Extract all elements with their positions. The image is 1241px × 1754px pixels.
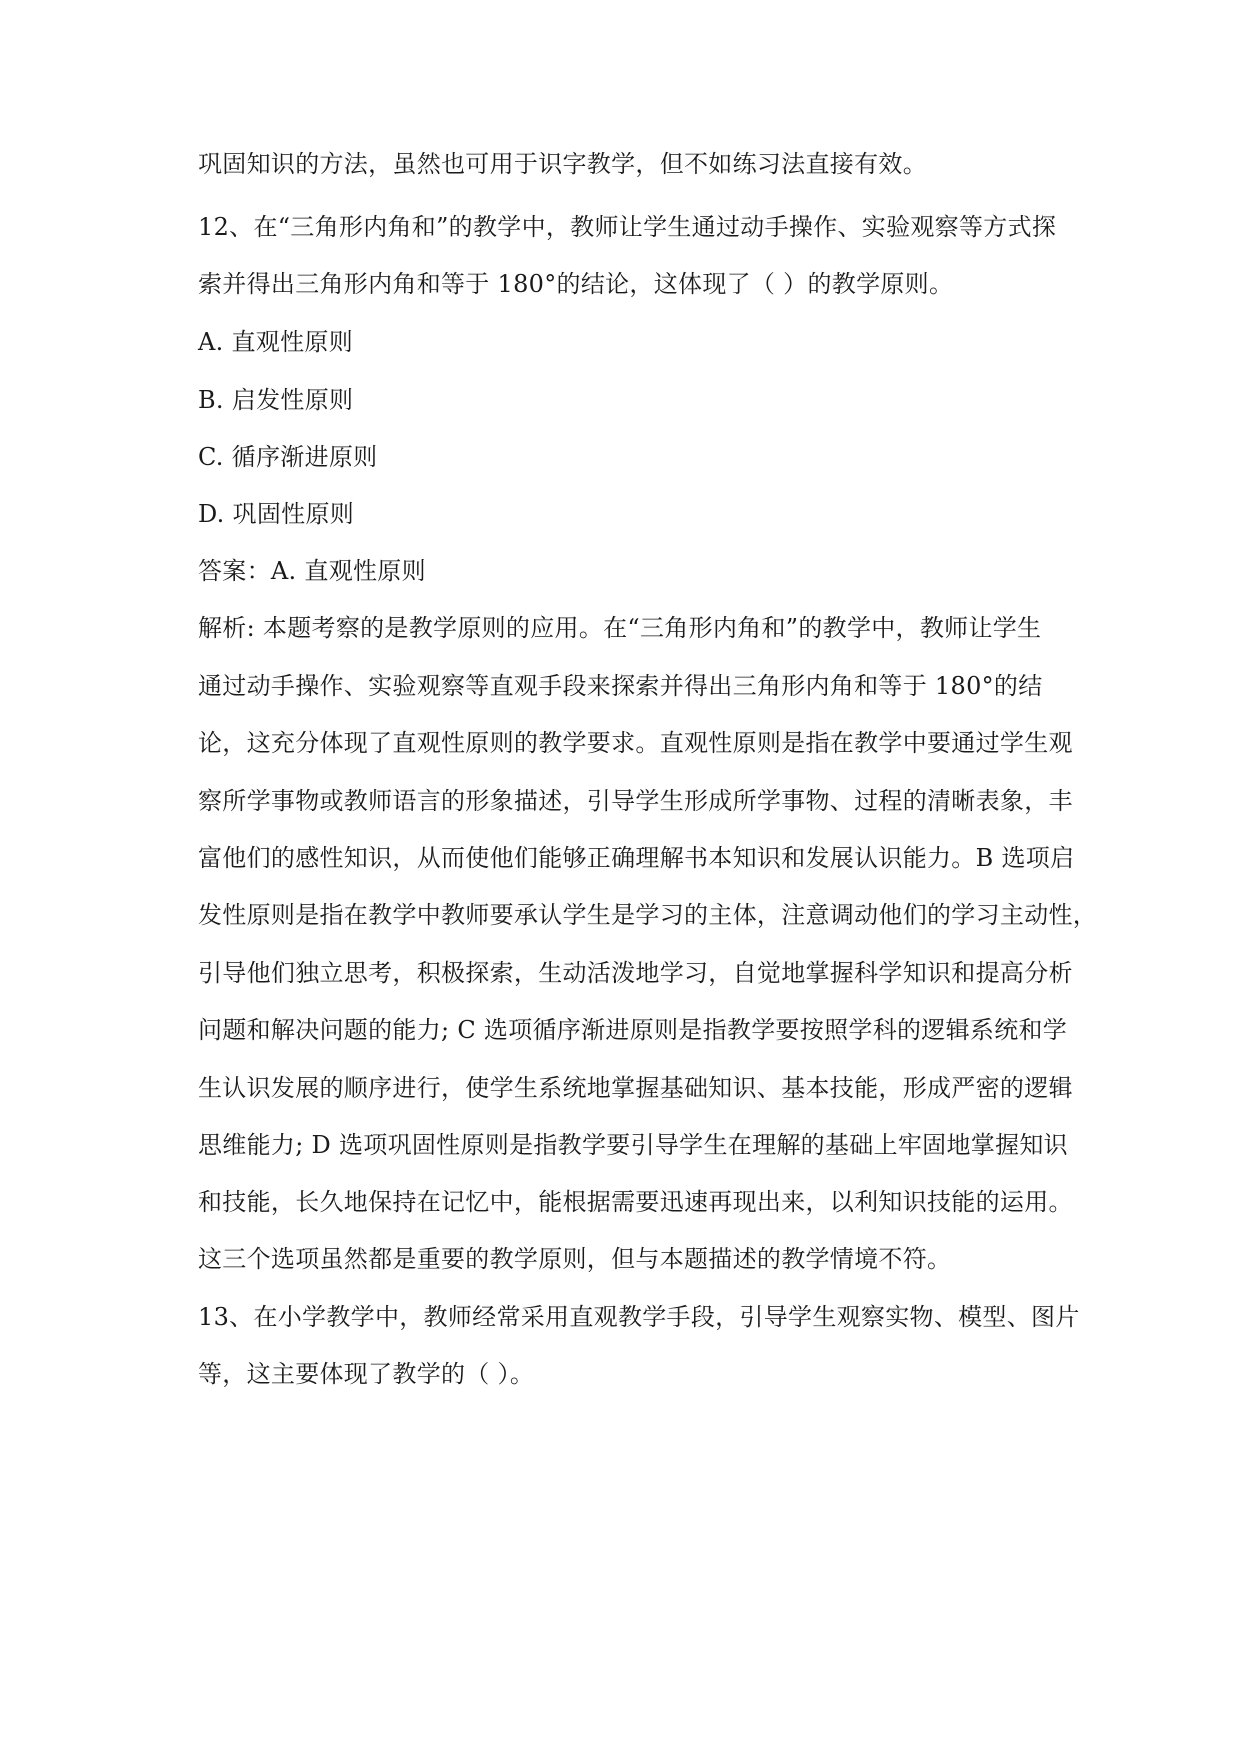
option-c: C. 循序渐进原则: [198, 443, 378, 471]
analysis-line: 通过动手操作、实验观察等直观手段来探索并得出三角形内角和等于 180°的结: [198, 672, 1043, 700]
analysis-line: 论，这充分体现了直观性原则的教学要求。直观性原则是指在教学中要通过学生观: [198, 729, 1073, 757]
question-12-stem: 12、在“三角形内角和”的教学中，教师让学生通过动手操作、实验观察等方式探: [198, 213, 1057, 241]
question-12-stem: 索并得出三角形内角和等于 180°的结论，这体现了（ ）的教学原则。: [198, 270, 954, 298]
text-line: 巩固知识的方法，虽然也可用于识字教学，但不如练习法直接有效。: [198, 150, 927, 178]
analysis-line: 引导他们独立思考，积极探索，生动活泼地学习，自觉地掌握科学知识和提高分析: [198, 959, 1073, 987]
analysis-line: 生认识发展的顺序进行，使学生系统地掌握基础知识、基本技能，形成严密的逻辑: [198, 1074, 1073, 1102]
option-d: D. 巩固性原则: [198, 500, 355, 528]
analysis-line: 这三个选项虽然都是重要的教学原则，但与本题描述的教学情境不符。: [198, 1245, 952, 1273]
analysis-line: 发性原则是指在教学中教师要承认学生是学习的主体，注意调动他们的学习主动性，: [198, 901, 1098, 929]
option-b: B. 启发性原则: [198, 386, 354, 414]
analysis-line: 察所学事物或教师语言的形象描述，引导学生形成所学事物、过程的清晰表象，丰: [198, 787, 1073, 815]
question-13-stem: 等，这主要体现了教学的（ ）。: [198, 1360, 535, 1388]
analysis-line: 解析: 本题考察的是教学原则的应用。在“三角形内角和”的教学中，教师让学生: [198, 614, 1042, 642]
analysis-line: 和技能，长久地保持在记忆中，能根据需要迅速再现出来，以利知识技能的运用。: [198, 1188, 1073, 1216]
option-a: A. 直观性原则: [198, 328, 353, 356]
answer-line: 答案：A. 直观性原则: [198, 557, 426, 585]
analysis-line: 思维能力; D 选项巩固性原则是指教学要引导学生在理解的基础上牢固地掌握知识: [198, 1131, 1068, 1159]
analysis-line: 富他们的感性知识，从而使他们能够正确理解书本知识和发展认识能力。B 选项启: [198, 844, 1075, 872]
question-13-stem: 13、在小学教学中，教师经常采用直观教学手段，引导学生观察实物、模型、图片: [198, 1303, 1080, 1331]
analysis-line: 问题和解决问题的能力; C 选项循序渐进原则是指教学要按照学科的逻辑系统和学: [198, 1016, 1068, 1044]
